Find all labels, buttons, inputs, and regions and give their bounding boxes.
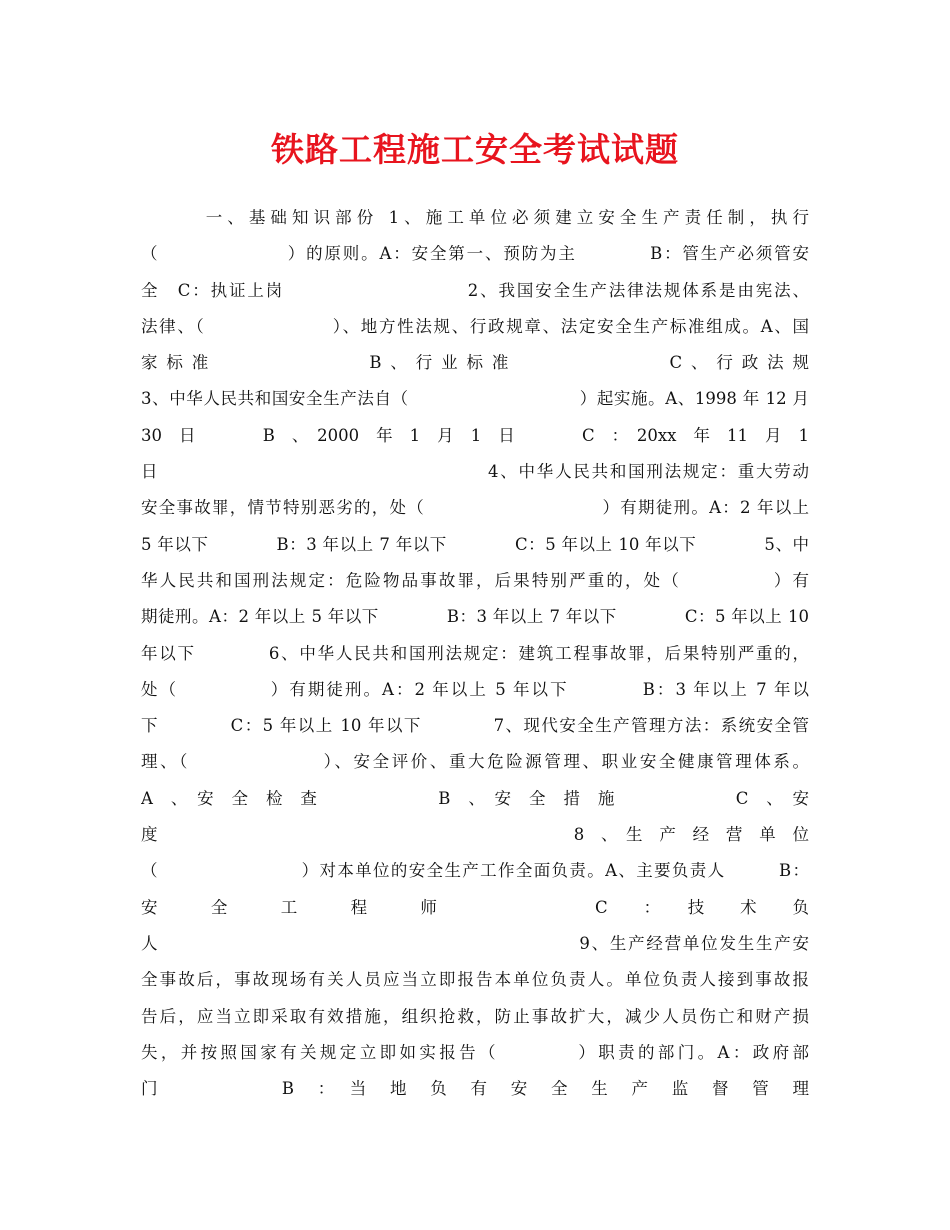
text-line: 3、中华人民共和国安全生产法自（ ）起实施。A、1998 年 12 月 [141,389,809,409]
text-line: 家标准 B、行业标准 C、行政法规 [141,353,809,373]
text-line: 度 8 、 生 产 经 营 单 位 [141,825,809,845]
text-line: 期徒刑。A：2 年以上 5 年以下 B：3 年以上 7 年以下 C：5 年以上 10 [141,607,809,627]
text-line: 告后，应当立即采取有效措施，组织抢救，防止事故扩大，减少人员伤亡和财产损 [141,1006,809,1026]
text-line: 日 4、中华人民共和国刑法规定：重大劳动 [141,462,809,482]
text-line: （ ）的原则。A：安全第一、预防为主 B：管生产必须管安 [141,244,809,264]
text-line: 门 B ： 当 地 负 有 安 全 生 产 监 督 管 理 [141,1079,809,1099]
text-line: 下 C：5 年以上 10 年以下 7、现代安全生产管理方法：系统安全管 [141,716,809,736]
text-line: 全 C：执证上岗 2、我国安全生产法律法规体系是由宪法、 [141,280,809,300]
text-line: 年以下 6、中华人民共和国刑法规定：建筑工程事故罪，后果特别严重的， [141,643,809,663]
text-line: 华人民共和国刑法规定：危险物品事故罪，后果特别严重的，处（ ）有 [141,570,809,590]
text-line: （ ）对本单位的安全生产工作全面负责。A、主要负责人 B： [141,861,809,881]
text-line: 理、（ ）、安全评价、重大危险源管理、职业安全健康管理体系。 [141,752,809,772]
text-line: 30 日 B 、 2000 年 1 月 1 日 C ： 20xx 年 11 月 1 [141,425,809,445]
text-line: 失，并按照国家有关规定立即如实报告（ ）职责的部门。A：政府部 [141,1042,809,1062]
text-line: 安全事故罪，情节特别恶劣的，处（ ）有期徒刑。A：2 年以上 [141,498,809,518]
document-title: 铁路工程施工安全考试试题 [271,130,679,169]
text-line: 一、基础知识部份 1、施工单位必须建立安全生产责任制，执行 [141,208,809,227]
text-line: 安 全 工 程 师 C ： 技 术 负 [141,897,809,917]
document-body [141,200,809,1107]
text-line: 法律、（ ）、地方性法规、行政规章、法定安全生产标准组成。A、国 [141,316,809,336]
text-line: 5 年以下 B：3 年以上 7 年以下 C：5 年以上 10 年以下 5、中 [141,534,809,554]
text-line: 全事故后，事故现场有关人员应当立即报告本单位负责人。单位负责人接到事故报 [141,970,809,990]
text-line: 处（ ）有期徒刑。A：2 年以上 5 年以下 B：3 年以上 7 年以 [141,679,809,699]
text-line: A 、 安 全 检 查 B 、 安 全 措 施 C 、 安 [141,788,809,808]
text-line: 人 9、生产经营单位发生生产安 [141,933,809,953]
